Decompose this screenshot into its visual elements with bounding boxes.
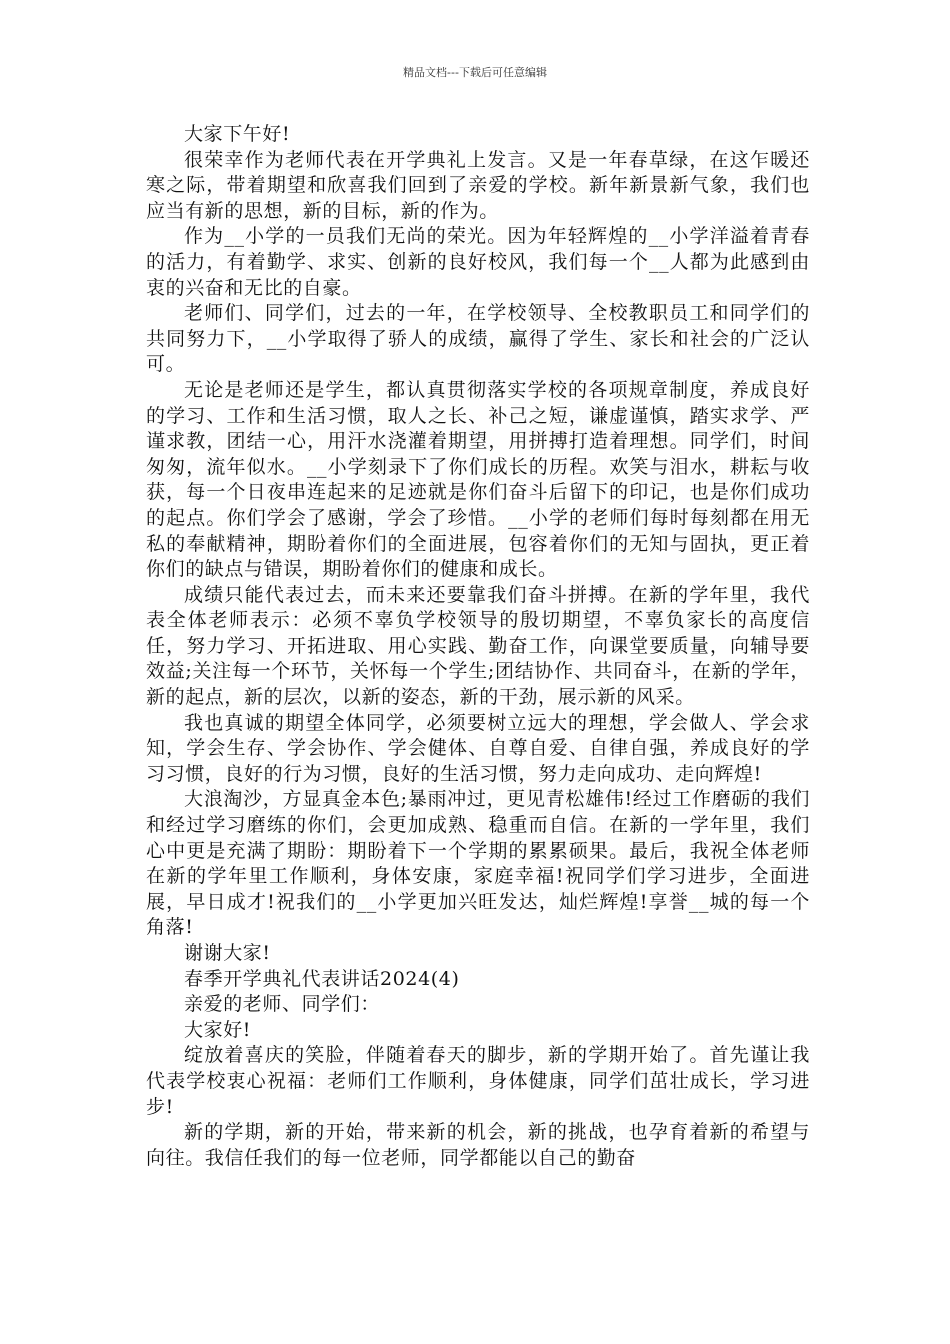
document-body	[146, 122, 810, 1171]
paragraph-intro: 很荣幸作为老师代表在开学典礼上发言。又是一年春草绿，在这乍暖还寒之际，带着期望和欣喜我们回到了亲爱的学校。新年新景新气象，我们也应当有新的思想，新的目标，新的作为。	[146, 148, 810, 222]
paragraph-achievements: 老师们、同学们，过去的一年，在学校领导、全校教职员工和同学们的共同努力下，__小学取得了骄人的成绩，赢得了学生、家长和社会的广泛认可。	[146, 302, 810, 376]
paragraph-school-pride: 作为__小学的一员我们无尚的荣光。因为年轻辉煌的__小学洋溢着青春的活力，有着勤学、求实、创新的良好校风，我们每一个__人都为此感到由衷的兴奋和无比的自豪。	[146, 225, 810, 299]
paragraph-hopes: 我也真诚的期望全体同学，必须要树立远大的理想，学会做人、学会求知，学会生存、学会协作、学会健体、自尊自爱、自律自强，养成良好的学习习惯，良好的行为习惯，良好的生活习惯，努力走向成功、走向辉煌!	[146, 711, 810, 785]
paragraph-wishes: 大浪淘沙，方显真金本色;暴雨冲过，更见青松雄伟!经过工作磨砺的我们和经过学习磨练的你们，会更加成熟、稳重而自信。在新的一学年里，我们心中更是充满了期盼：期盼着下一个学期的累累硕果。最后，我祝全体老师在新的学年里工作顺利，身体安康，家庭幸福!祝同学们学习进步，全面进展，早日成才!祝我们的__小学更加兴旺发达，灿烂辉煌!享誉__城的每一个角落!	[146, 788, 810, 939]
greeting-2: 大家好!	[184, 1018, 252, 1041]
greeting: 大家下午好!	[184, 123, 291, 145]
paragraph-new-start: 新的学期，新的开始，带来新的机会，新的挑战，也孕育着新的希望与向往。我信任我们的每一位老师，同学都能以自己的勤奋	[146, 1121, 810, 1169]
paragraph-growth: 无论是老师还是学生，都认真贯彻落实学校的各项规章制度，养成良好的学习、工作和生活习惯，取人之长、补己之短，谦虚谨慎，踏实求学、严谨求教，团结一心，用汗水浇灌着期望，用拼搏打造着理想。同学们，时间匆匆，流年似水。__小学刻录下了你们成长的历程。欢笑与泪水，耕耘与收获，每一个日夜串连起来的足迹就是你们奋斗后留下的印记，也是你们成功的起点。你们学会了感谢，学会了珍惜。__小学的老师们每时每刻都在用无私的奉献精神，期盼着你们的全面进展，包容着你们的无知与固执，更正着你们的缺点与错误，期盼着你们的健康和成长。	[146, 378, 810, 581]
paragraph-new-term: 绽放着喜庆的笑脸，伴随着春天的脚步，新的学期开始了。首先谨让我代表学校衷心祝福：老师们工作顺利，身体健康，同学们茁壮成长，学习进步!	[146, 1044, 810, 1118]
thanks: 谢谢大家!	[184, 942, 271, 964]
page-header: 精品文档---下载后可任意编辑	[403, 66, 547, 79]
paragraph-commitment: 成绩只能代表过去，而未来还要靠我们奋斗拼搏。在新的学年里，我代表全体老师表示：必须不辜负学校领导的殷切期望，不辜负家长的高度信任，努力学习、开拓进取、用心实践、勤奋工作，向课堂要质量，向辅导要效益;关注每一个环节，关怀每一个学生;团结协作、共同奋斗，在新的学年，新的起点，新的层次，以新的姿态，新的干劲，展示新的风采。	[146, 583, 810, 709]
section-title: 春季开学典礼代表讲话2024(4)	[184, 967, 460, 990]
salutation: 亲爱的老师、同学们：	[184, 993, 381, 1016]
